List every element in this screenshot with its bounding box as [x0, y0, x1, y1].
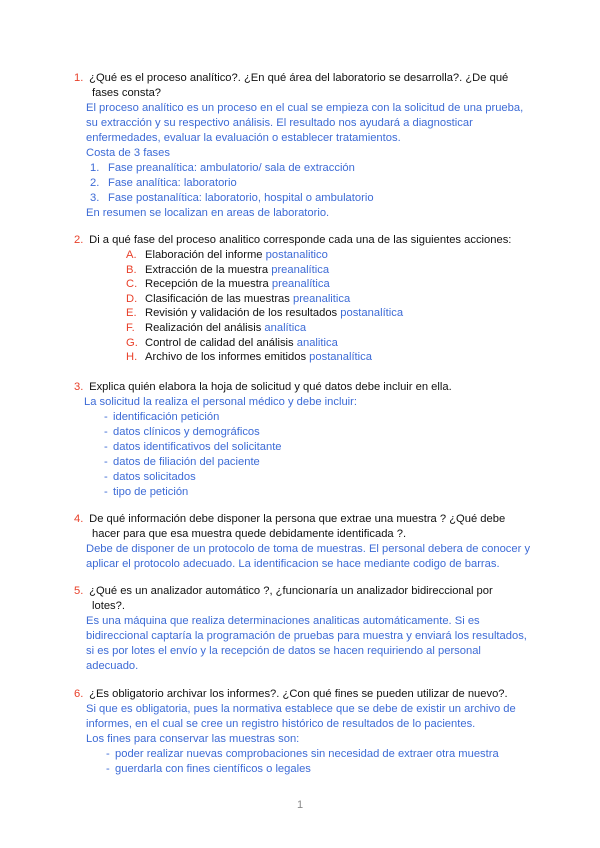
list-item: - identificación petición — [104, 410, 534, 425]
question-2 — [74, 233, 554, 248]
list-item: D. Clasificación de las muestras preanalitica — [126, 292, 351, 305]
answer-text: La solicitud la realiza el personal médico y debe incluir: — [84, 396, 357, 408]
list-item: 3. Fase postanalítica: laboratorio, hospital o ambulatorio — [90, 192, 374, 204]
answer-6 — [86, 702, 536, 777]
list-item: G. Control de calidad del análisis analitica — [126, 336, 338, 349]
answer-text: Es una máquina que realiza determinaciones analiticas automáticamente. Si es bidireccional captaría la programación de pruebas para muestra y enviará los resultados, si es por lotes el envío y la recepción de datos se hacen requiriendo al personal adecuado. — [86, 615, 527, 672]
list-item: - datos clínicos y demográficos — [104, 425, 534, 440]
question-text: Explica quién elabora la hoja de solicitud y qué datos debe incluir en ella. — [89, 381, 452, 393]
list-item: 2. Fase analítica: laboratorio — [90, 177, 237, 189]
question-6 — [74, 687, 534, 702]
list-item: - datos identificativos del solicitante — [104, 440, 534, 455]
list-item: A. Elaboración del informe postanalitico — [126, 249, 328, 261]
question-number: 1. — [74, 72, 84, 84]
question-text-line2: lotes?. — [92, 600, 125, 612]
answer-4 — [86, 542, 536, 572]
actions-list — [126, 248, 546, 365]
question-number: 6. — [74, 688, 84, 700]
question-text: ¿Es obligatorio archivar los informes?. ¿Con qué fines se pueden utilizar de nuevo?. — [89, 688, 508, 700]
list-item: B. Extracción de la muestra preanalítica — [126, 263, 330, 276]
purposes-intro: Los fines para conservar las muestras son: — [86, 733, 300, 745]
list-item: - datos solicitados — [104, 470, 534, 485]
list-item: - tipo de petición — [104, 485, 534, 500]
summary-text: En resumen se localizan en areas de laboratorio. — [86, 207, 330, 219]
question-number: 5. — [74, 585, 84, 597]
question-4 — [74, 512, 534, 542]
list-item: - guerdarla con fines científicos o legales — [106, 762, 536, 777]
question-text-line2: fases consta? — [92, 87, 162, 99]
answer-1 — [86, 101, 536, 221]
list-item: F. Realización del análisis analítica — [126, 321, 307, 334]
question-text-line1: ¿Qué es el proceso analítico?. ¿En qué área del laboratorio se desarrolla?. ¿De qué — [89, 72, 509, 84]
question-3 — [74, 380, 534, 395]
answer-text: Debe de disponer de un protocolo de toma de muestras. El personal debera de conocer y aplicar el protocolo adecuado. La identificacion se hace mediante codigo de barras. — [86, 543, 531, 570]
question-number: 2. — [74, 234, 84, 246]
question-number: 4. — [74, 513, 84, 525]
purposes-list — [86, 747, 536, 777]
data-items-list — [84, 410, 534, 500]
question-text-line1: ¿Qué es un analizador automático ?, ¿funcionaría un analizador bidireccional por — [89, 585, 493, 597]
question-1 — [74, 71, 534, 101]
list-item: - poder realizar nuevas comprobaciones sin necesidad de extraer otra muestra — [106, 747, 536, 762]
answer-text: Si que es obligatoria, pues la normativa establece que se debe de existir un archivo de informes, en el cual se cree un registro histórico de resultados de lo pacientes. — [86, 703, 516, 730]
question-text-line1: De qué información debe disponer la persona que extrae una muestra ? ¿Qué debe — [89, 513, 506, 525]
list-item: H. Archivo de los informes emitidos postanalítica — [126, 351, 372, 364]
phases-intro: Costa de 3 fases — [86, 147, 170, 159]
answer-3 — [84, 395, 534, 500]
list-item: C. Recepción de la muestra preanalítica — [126, 278, 330, 291]
question-text: Di a qué fase del proceso analitico corresponde cada una de las siguientes acciones: — [89, 234, 512, 246]
question-5 — [74, 584, 534, 614]
page-number: 1 — [296, 799, 304, 811]
answer-text: El proceso analítico es un proceso en el cual se empieza con la solicitud de una prueba, su extracción y su respectivo análisis. El resultado nos ayudará a diagnosticar enfermedades, evaluar la evaluación o establecer tratamientos. — [86, 102, 524, 144]
answer-5 — [86, 614, 536, 674]
list-item: - datos de filiación del paciente — [104, 455, 534, 470]
list-item: 1. Fase preanalítica: ambulatorio/ sala de extracción — [90, 162, 355, 174]
list-item: E. Revisión y validación de los resultados postanalítica — [126, 307, 404, 320]
phases-list — [86, 161, 536, 206]
question-number: 3. — [74, 381, 84, 393]
question-text-line2: hacer para que esa muestra quede debidamente identificada ?. — [92, 528, 407, 540]
